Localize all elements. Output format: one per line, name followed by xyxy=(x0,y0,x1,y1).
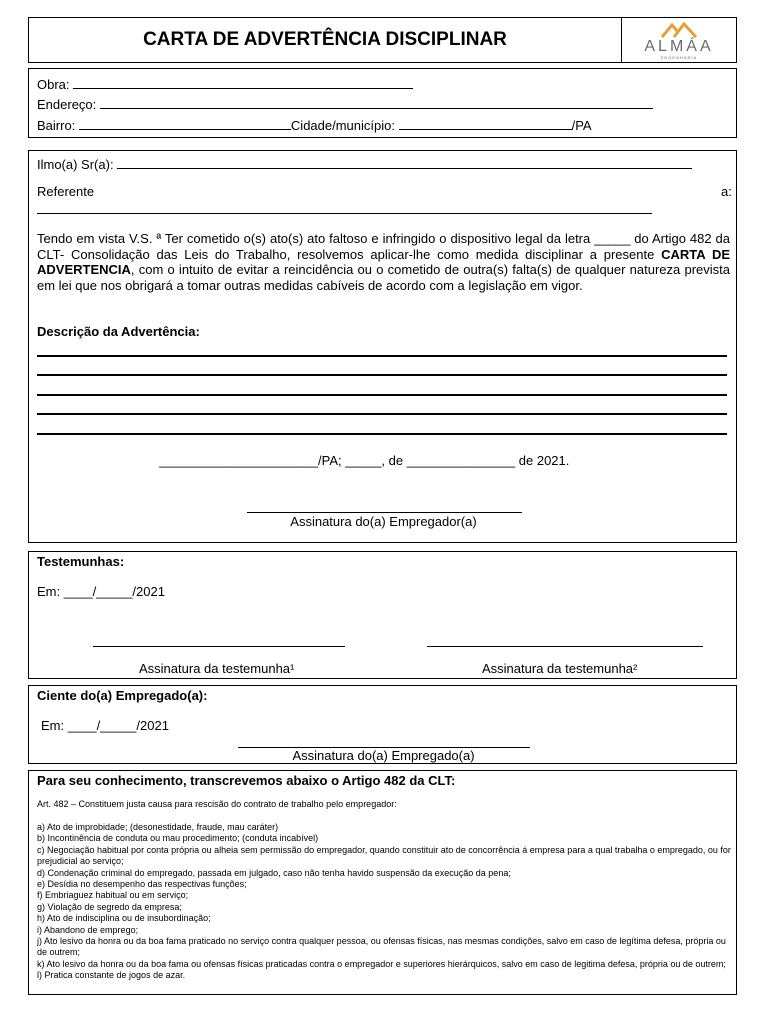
clt-item-f: f) Embriaguez habitual ou em serviço; xyxy=(37,890,189,901)
descricao-line-1[interactable] xyxy=(37,355,727,357)
descricao-label: Descrição da Advertência: xyxy=(37,324,200,339)
page-title: CARTA DE ADVERTÊNCIA DISCIPLINAR xyxy=(143,29,507,50)
clt-item-j: j) Ato lesivo da honra ou da boa fama praticado no serviço contra qualquer pessoa, ou ofensas físicas, nas mesmas condições, salvo em caso de legítima defesa, própria ou de outrem; xyxy=(37,936,726,958)
employer-signature-label: Assinatura do(a) Empregador(a) xyxy=(290,514,477,529)
witnesses-box xyxy=(28,551,737,679)
clt-item-i: i) Abandono de emprego; xyxy=(37,924,139,935)
witness-1-signature-label: Assinatura da testemunha¹ xyxy=(139,661,295,676)
clt-item-b: b) Incontinência de conduta ou mau procedimento; (conduta incabível) xyxy=(37,833,319,844)
clt-item-c: c) Negociação habitual por conta própria ou alheia sem permissão do empregador, quando constituir ato de concorrência á empresa para a qual trabalha o empregado, ou for prejudicial ao serviço; xyxy=(37,844,731,867)
witness-2-signature-line[interactable] xyxy=(427,646,703,647)
descricao-line-3[interactable] xyxy=(37,394,727,396)
letter-body-part1: Tendo em vista V.S. ª Ter cometido o(s) ato(s) ato faltoso e infringido o dispositivo legal da letra _____ do Artigo 482 da CLT- Consolidação das Leis do Trabalho, resolvemos aplicar-lhe como medida disciplinar a presente xyxy=(37,231,730,262)
clt-item-h: h) Ato de indisciplina ou de insubordinação; xyxy=(37,913,211,924)
employee-box xyxy=(28,685,737,764)
clt-item-g: g) Violação de segredo da empresa; xyxy=(37,901,182,912)
cidade-field[interactable] xyxy=(399,118,572,130)
clt-items xyxy=(37,822,731,982)
clt-item-l: l) Pratica constante de jogos de azar. xyxy=(37,970,186,981)
referente-label: Referente xyxy=(37,184,95,199)
clt-item-d: d) Condenação criminal do empregado, passada em julgado, caso não tenha havido suspensão da execução da pena; xyxy=(37,867,511,878)
company-logo xyxy=(622,18,736,62)
clt-item-a: a) Ato de improbidade; (desonestidade, fraude, mau caráter) xyxy=(37,822,279,832)
letter-body-bold: CARTA DE ADVERTENCIA xyxy=(37,246,731,278)
ilmo-field[interactable] xyxy=(117,157,692,169)
letter-body xyxy=(37,231,730,293)
clt-item-e: e) Desídia no desempenho das respectivas funções; xyxy=(37,879,247,890)
uf-suffix: /PA xyxy=(571,118,592,133)
descricao-line-5[interactable] xyxy=(37,433,727,435)
employee-signature-label: Assinatura do(a) Empregado(a) xyxy=(292,748,475,763)
witnesses-title: Testemunhas: xyxy=(37,554,125,569)
logo-subtext: ENGENHARIA xyxy=(660,55,698,60)
obra-row xyxy=(37,77,413,92)
witnesses-date[interactable]: Em: ____/_____/2021 xyxy=(37,584,165,599)
endereco-label: Endereço: xyxy=(37,97,97,112)
letter-body-part2: , com o intuito de evitar a reincidência ou o cometido de outra(s) falta(s) de qualquer natureza prevista em lei que nos obrigará a tomar outras medidas cabíveis de acordo com a legislação em vigor. xyxy=(37,262,730,293)
witness-1-signature-line[interactable] xyxy=(93,646,345,647)
clt-title: Para seu conhecimento, transcrevemos abaixo o Artigo 482 da CLT: xyxy=(37,773,456,788)
letter-box xyxy=(28,150,737,543)
referente-field[interactable] xyxy=(37,213,652,214)
logo-mark-icon xyxy=(660,21,700,39)
cidade-label: Cidade/município: xyxy=(290,118,395,133)
employee-title: Ciente do(a) Empregado(a): xyxy=(37,688,208,703)
clt-intro: Art. 482 – Constituem justa causa para rescisão do contrato de trabalho pelo empregador: xyxy=(37,799,397,809)
descricao-line-2[interactable] xyxy=(37,374,727,376)
ilmo-label: Ilmo(a) Sr(a): xyxy=(37,157,114,172)
endereco-field[interactable] xyxy=(100,97,653,109)
ilmo-row xyxy=(37,157,692,172)
employer-signature-line[interactable] xyxy=(247,512,522,513)
clt-box xyxy=(28,770,737,995)
bairro-field[interactable] xyxy=(79,118,291,130)
clt-item-k: k) Ato lesivo da honra ou da boa fama ou ofensas físicas praticadas contra o empregador e superiores hierárquicos, salvo em caso de legitima defesa, própria ou de outrem; xyxy=(37,958,726,969)
obra-label: Obra: xyxy=(37,77,70,92)
work-info-box xyxy=(28,68,737,138)
bairro-label: Bairro: xyxy=(37,118,76,133)
endereco-row xyxy=(37,97,653,112)
bairro-row xyxy=(37,118,592,133)
letter-date-line: ______________________/PA; _____, de _______________ de 2021. xyxy=(159,453,570,468)
header-box xyxy=(28,17,737,63)
witness-2-signature-label: Assinatura da testemunha² xyxy=(482,661,638,676)
employee-date[interactable]: Em: ____/_____/2021 xyxy=(41,718,169,733)
descricao-line-4[interactable] xyxy=(37,413,727,415)
obra-field[interactable] xyxy=(73,77,413,89)
referente-suffix: a: xyxy=(721,184,732,199)
logo-text: ALMÁA xyxy=(644,38,714,55)
